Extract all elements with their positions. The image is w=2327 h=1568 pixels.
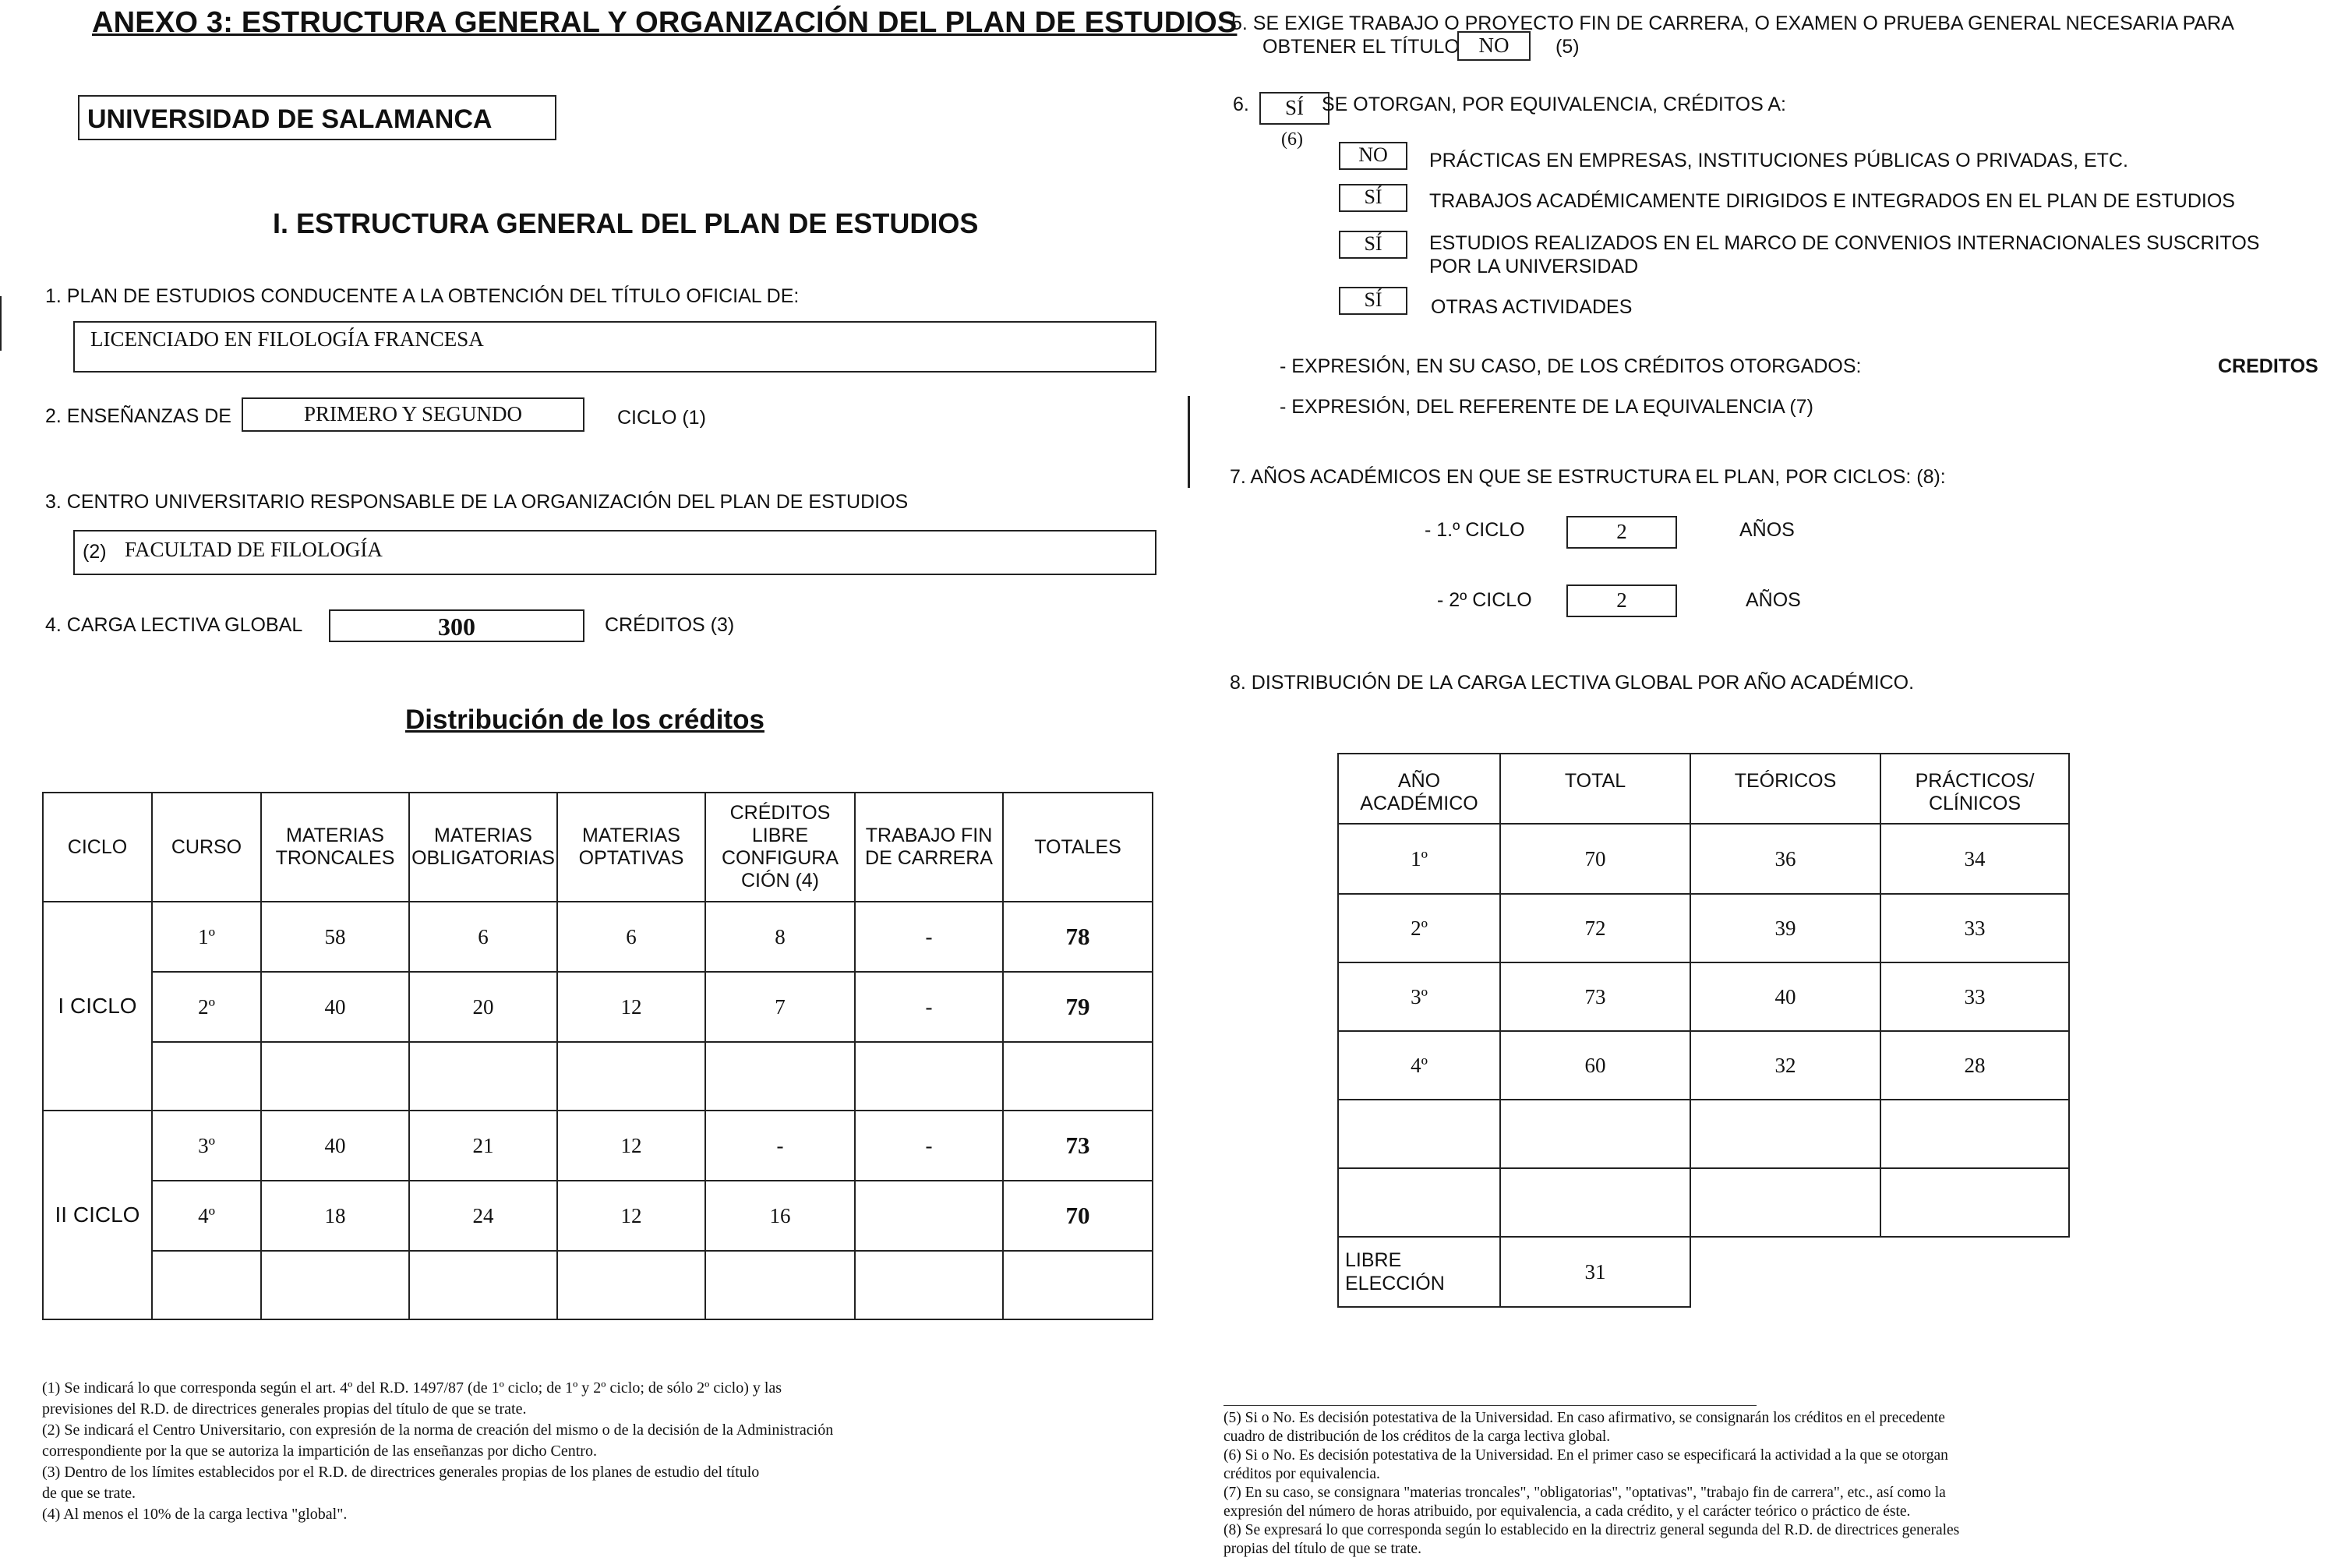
item6-label: SE OTORGAN, POR EQUIVALENCIA, CRÉDITOS A:	[1322, 94, 1786, 115]
university-name: UNIVERSIDAD DE SALAMANCA	[87, 104, 493, 134]
table-cell: 2º	[1338, 894, 1500, 962]
option-label: PRÁCTICAS EN EMPRESAS, INSTITUCIONES PÚBLICAS O PRIVADAS, ETC.	[1429, 150, 2128, 171]
table-row	[43, 1042, 1153, 1111]
table-row	[1338, 1168, 2069, 1237]
header-cell: TEÓRICOS	[1690, 754, 1880, 824]
item1-label: 1. PLAN DE ESTUDIOS CONDUCENTE A LA OBTENCIÓN DEL TÍTULO OFICIAL DE:	[45, 285, 800, 307]
table-cell: 7	[705, 972, 855, 1042]
table-cell	[705, 1251, 855, 1319]
table-cell	[1880, 1100, 2069, 1168]
table-cell: 21	[409, 1111, 557, 1181]
option-label: TRABAJOS ACADÉMICAMENTE DIRIGIDOS E INTEGRADOS EN EL PLAN DE ESTUDIOS	[1429, 190, 2235, 212]
footnote-line: (1) Se indicará lo que corresponda según el art. 4º del R.D. 1497/87 (de 1º ciclo; de 1º y 2º ciclo; de sólo 2º ciclo) y las	[42, 1379, 782, 1397]
table-cell: 16	[705, 1181, 855, 1251]
left-footnotes	[42, 1378, 1133, 1525]
table-cell: 1º	[1338, 824, 1500, 894]
cycle-cell: I CICLO	[43, 902, 152, 1111]
header-cell: CICLO	[43, 793, 152, 902]
table-cell: 60	[1500, 1031, 1690, 1100]
table-cell: 34	[1880, 824, 2069, 894]
cycle2-unit: AÑOS	[1746, 589, 1801, 611]
footnote-line: expresión del número de horas atribuido, por equivalencia, a cada crédito, y el carácter teórico o práctico de éste.	[1224, 1503, 1911, 1520]
table-cell: 39	[1690, 894, 1880, 962]
option-label: OTRAS ACTIVIDADES	[1431, 296, 1633, 318]
header-cell: AÑO ACADÉMICO	[1338, 754, 1500, 824]
expression-reference: - EXPRESIÓN, DEL REFERENTE DE LA EQUIVALENCIA (7)	[1280, 396, 1813, 418]
header-cell: MATERIAS OBLIGATORIAS	[409, 793, 557, 902]
table-cell	[1690, 1168, 1880, 1237]
table-cell: 4º	[152, 1181, 261, 1251]
table-cell	[855, 1181, 1003, 1251]
year-header-row	[1338, 754, 2069, 824]
table-cell	[1500, 1168, 1690, 1237]
final-project-box	[1457, 31, 1531, 61]
annex-title: ANEXO 3: ESTRUCTURA GENERAL Y ORGANIZACIÓN DEL PLAN DE ESTUDIOS	[92, 6, 1238, 39]
footnote-line: previsiones del R.D. de directrices generales propias del título de que se trate.	[42, 1400, 527, 1418]
table-cell	[152, 1042, 261, 1111]
option-label: ESTUDIOS REALIZADOS EN EL MARCO DE CONVENIOS INTERNACIONALES SUSCRITOS	[1429, 232, 2260, 254]
cycle1-years-value: 2	[1616, 520, 1627, 543]
cycle1-unit: AÑOS	[1739, 519, 1795, 541]
table-cell: 24	[409, 1181, 557, 1251]
cycle2-label: - 2º CICLO	[1437, 589, 1532, 611]
table-cell	[1500, 1100, 1690, 1168]
table-row	[43, 1111, 1153, 1181]
total-cell: 79	[1003, 972, 1153, 1042]
table-cell	[261, 1251, 409, 1319]
table-row	[1338, 962, 2069, 1031]
equivalence-box	[1259, 92, 1329, 125]
table-cell	[1338, 1168, 1500, 1237]
table-row	[1338, 1031, 2069, 1100]
table-cell: 33	[1880, 962, 2069, 1031]
distribution-title: Distribución de los créditos	[405, 705, 764, 735]
table-cell: 36	[1690, 824, 1880, 894]
option-box: SÍ	[1339, 184, 1407, 212]
item6-note: (6)	[1281, 129, 1303, 150]
total-cell	[1003, 1251, 1153, 1319]
table-row	[43, 1251, 1153, 1319]
table-cell	[855, 1042, 1003, 1111]
item2-label: 2. ENSEÑANZAS DE	[45, 405, 231, 427]
total-cell: 78	[1003, 902, 1153, 972]
table-cell: 28	[1880, 1031, 2069, 1100]
footnote-line: (8) Se expresará lo que corresponda según lo establecido en la directriz general segunda del R.D. de directrices generales	[1224, 1522, 1960, 1538]
total-cell: 73	[1003, 1111, 1153, 1181]
header-cell: TOTAL	[1500, 754, 1690, 824]
table-cell	[409, 1251, 557, 1319]
empty-cell	[1690, 1237, 1880, 1307]
expression-credits-right: CREDITOS	[2218, 355, 2318, 377]
option-label-continued: POR LA UNIVERSIDAD	[1429, 256, 1639, 277]
global-load-box	[329, 609, 584, 642]
footnote-line: de que se trate.	[42, 1485, 136, 1502]
table-cell: 40	[261, 972, 409, 1042]
table-row	[43, 972, 1153, 1042]
section-title: I. ESTRUCTURA GENERAL DEL PLAN DE ESTUDIOS	[273, 207, 979, 239]
table-cell	[557, 1251, 705, 1319]
table-cell: 72	[1500, 894, 1690, 962]
scan-mark	[0, 296, 2, 351]
item5-note: (5)	[1555, 36, 1580, 58]
footnote-line: (2) Se indicará el Centro Universitario, con expresión de la norma de creación del mismo o de la decisión de la Administración	[42, 1421, 834, 1439]
table-cell: 12	[557, 1181, 705, 1251]
item2-suffix: CICLO (1)	[617, 407, 706, 429]
libre-eleccion-value: 31	[1500, 1237, 1690, 1307]
header-cell: MATERIAS TRONCALES	[261, 793, 409, 902]
table-cell: 3º	[152, 1111, 261, 1181]
libre-label-line: LIBRE	[1345, 1249, 1402, 1271]
table-cell	[409, 1042, 557, 1111]
table-cell: 6	[557, 902, 705, 972]
option-box: SÍ	[1339, 231, 1407, 259]
table-cell	[557, 1042, 705, 1111]
item7-label: 7. AÑOS ACADÉMICOS EN QUE SE ESTRUCTURA EL PLAN, POR CICLOS: (8):	[1230, 466, 1946, 488]
table-cell	[705, 1042, 855, 1111]
option-box: NO	[1339, 142, 1407, 170]
total-cell	[1003, 1042, 1153, 1111]
item6-number: 6.	[1233, 94, 1249, 115]
item3-label: 3. CENTRO UNIVERSITARIO RESPONSABLE DE LA ORGANIZACIÓN DEL PLAN DE ESTUDIOS	[45, 491, 909, 513]
table-cell: 12	[557, 972, 705, 1042]
table-cell: -	[855, 1111, 1003, 1181]
table-cell: -	[855, 902, 1003, 972]
footnote-line: (3) Dentro de los límites establecidos por el R.D. de directrices generales propias de los planes de estudio del título	[42, 1464, 760, 1481]
total-cell: 70	[1003, 1181, 1153, 1251]
cycle2-years-box	[1566, 584, 1677, 617]
header-cell: MATERIAS OPTATIVAS	[557, 793, 705, 902]
table-cell: 32	[1690, 1031, 1880, 1100]
global-load-value: 300	[438, 613, 475, 641]
faculty-value: FACULTAD DE FILOLOGÍA	[125, 538, 383, 561]
footnote-line: (4) Al menos el 10% de la carga lectiva "global".	[42, 1506, 348, 1523]
table-cell: 20	[409, 972, 557, 1042]
degree-title-box	[73, 321, 1156, 373]
faculty-box	[73, 530, 1156, 575]
table-cell	[1690, 1100, 1880, 1168]
footnote-line: correspondiente por la que se autoriza la impartición de las enseñanzas por dicho Centro.	[42, 1443, 597, 1460]
item4-suffix: CRÉDITOS (3)	[605, 614, 735, 636]
table-cell	[152, 1251, 261, 1319]
table-cell: 73	[1500, 962, 1690, 1031]
degree-title-value: LICENCIADO EN FILOLOGÍA FRANCESA	[90, 327, 484, 351]
option-box: SÍ	[1339, 287, 1407, 315]
table-row	[43, 902, 1153, 972]
final-project-value: NO	[1478, 34, 1510, 57]
equivalence-value: SÍ	[1284, 96, 1304, 119]
table-cell: 70	[1500, 824, 1690, 894]
faculty-note: (2)	[83, 541, 107, 563]
teaching-cycle-value: PRIMERO Y SEGUNDO	[303, 402, 523, 426]
table-cell	[855, 1251, 1003, 1319]
table-cell: 1º	[152, 902, 261, 972]
header-cell: TOTALES	[1003, 793, 1153, 902]
header-cell: CRÉDITOS LIBRE CONFIGURA CIÓN (4)	[705, 793, 855, 902]
footnote-line: (6) Si o No. Es decisión potestativa de la Universidad. En el primer caso se especificará la actividad a la que se otorgan	[1224, 1447, 1948, 1464]
item5-line1: 5. SE EXIGE TRABAJO O PROYECTO FIN DE CARRERA, O EXAMEN O PRUEBA GENERAL NECESARIA PARA	[1231, 12, 2234, 34]
header-cell: CURSO	[152, 793, 261, 902]
academic-year-table	[1337, 753, 2070, 1308]
teaching-cycle-box	[242, 397, 584, 432]
footnote-line: créditos por equivalencia.	[1224, 1466, 1380, 1482]
table-cell: 40	[1690, 962, 1880, 1031]
table-cell: 6	[409, 902, 557, 972]
footnote-line: cuadro de distribución de los créditos de la carga lectiva global.	[1224, 1429, 1611, 1445]
table-cell: 18	[261, 1181, 409, 1251]
table-cell: 58	[261, 902, 409, 972]
credits-header-row	[43, 793, 1153, 902]
table-cell: -	[855, 972, 1003, 1042]
header-cell: PRÁCTICOS/ CLÍNICOS	[1880, 754, 2069, 824]
table-cell: 2º	[152, 972, 261, 1042]
university-box	[78, 95, 556, 140]
footnote-line: (7) En su caso, se consignara "materias troncales", "obligatorias", "optativas", "trabajo fin de carrera", etc., así como la	[1224, 1485, 1946, 1501]
table-row	[1338, 894, 2069, 962]
expression-credits: - EXPRESIÓN, EN SU CASO, DE LOS CRÉDITOS OTORGADOS:	[1280, 355, 1862, 377]
table-cell: 40	[261, 1111, 409, 1181]
credits-table	[42, 792, 1153, 1320]
cycle1-label: - 1.º CICLO	[1425, 519, 1525, 541]
table-cell: -	[705, 1111, 855, 1181]
table-row	[43, 1181, 1153, 1251]
item4-label: 4. CARGA LECTIVA GLOBAL	[45, 614, 303, 636]
table-cell: 12	[557, 1111, 705, 1181]
cycle2-years-value: 2	[1616, 588, 1627, 612]
cycle-cell: II CICLO	[43, 1111, 152, 1319]
table-cell: 3º	[1338, 962, 1500, 1031]
libre-eleccion-label	[1338, 1237, 1500, 1307]
libre-eleccion-row	[1338, 1237, 2069, 1307]
table-cell: 8	[705, 902, 855, 972]
table-cell	[1880, 1168, 2069, 1237]
empty-cell	[1880, 1237, 2069, 1307]
footnote-line: propias del título de que se trate.	[1224, 1541, 1421, 1557]
footnote-line: (5) Si o No. Es decisión potestativa de la Universidad. En caso afirmativo, se consignarán los créditos en el precedente	[1224, 1410, 1945, 1426]
item5-line2: OBTENER EL TÍTULO	[1262, 36, 1460, 58]
table-row	[1338, 824, 2069, 894]
table-cell	[1338, 1100, 1500, 1168]
table-cell: 4º	[1338, 1031, 1500, 1100]
table-cell	[261, 1042, 409, 1111]
cycle1-years-box	[1566, 516, 1677, 549]
table-cell: 33	[1880, 894, 2069, 962]
table-row	[1338, 1100, 2069, 1168]
scan-mark	[1188, 396, 1190, 488]
footnote-rule	[1224, 1405, 1757, 1406]
right-footnotes	[1224, 1409, 2315, 1559]
libre-label-line: ELECCIÓN	[1345, 1273, 1445, 1294]
header-cell: TRABAJO FIN DE CARRERA	[855, 793, 1003, 902]
item8-label: 8. DISTRIBUCIÓN DE LA CARGA LECTIVA GLOBAL POR AÑO ACADÉMICO.	[1230, 672, 1915, 694]
